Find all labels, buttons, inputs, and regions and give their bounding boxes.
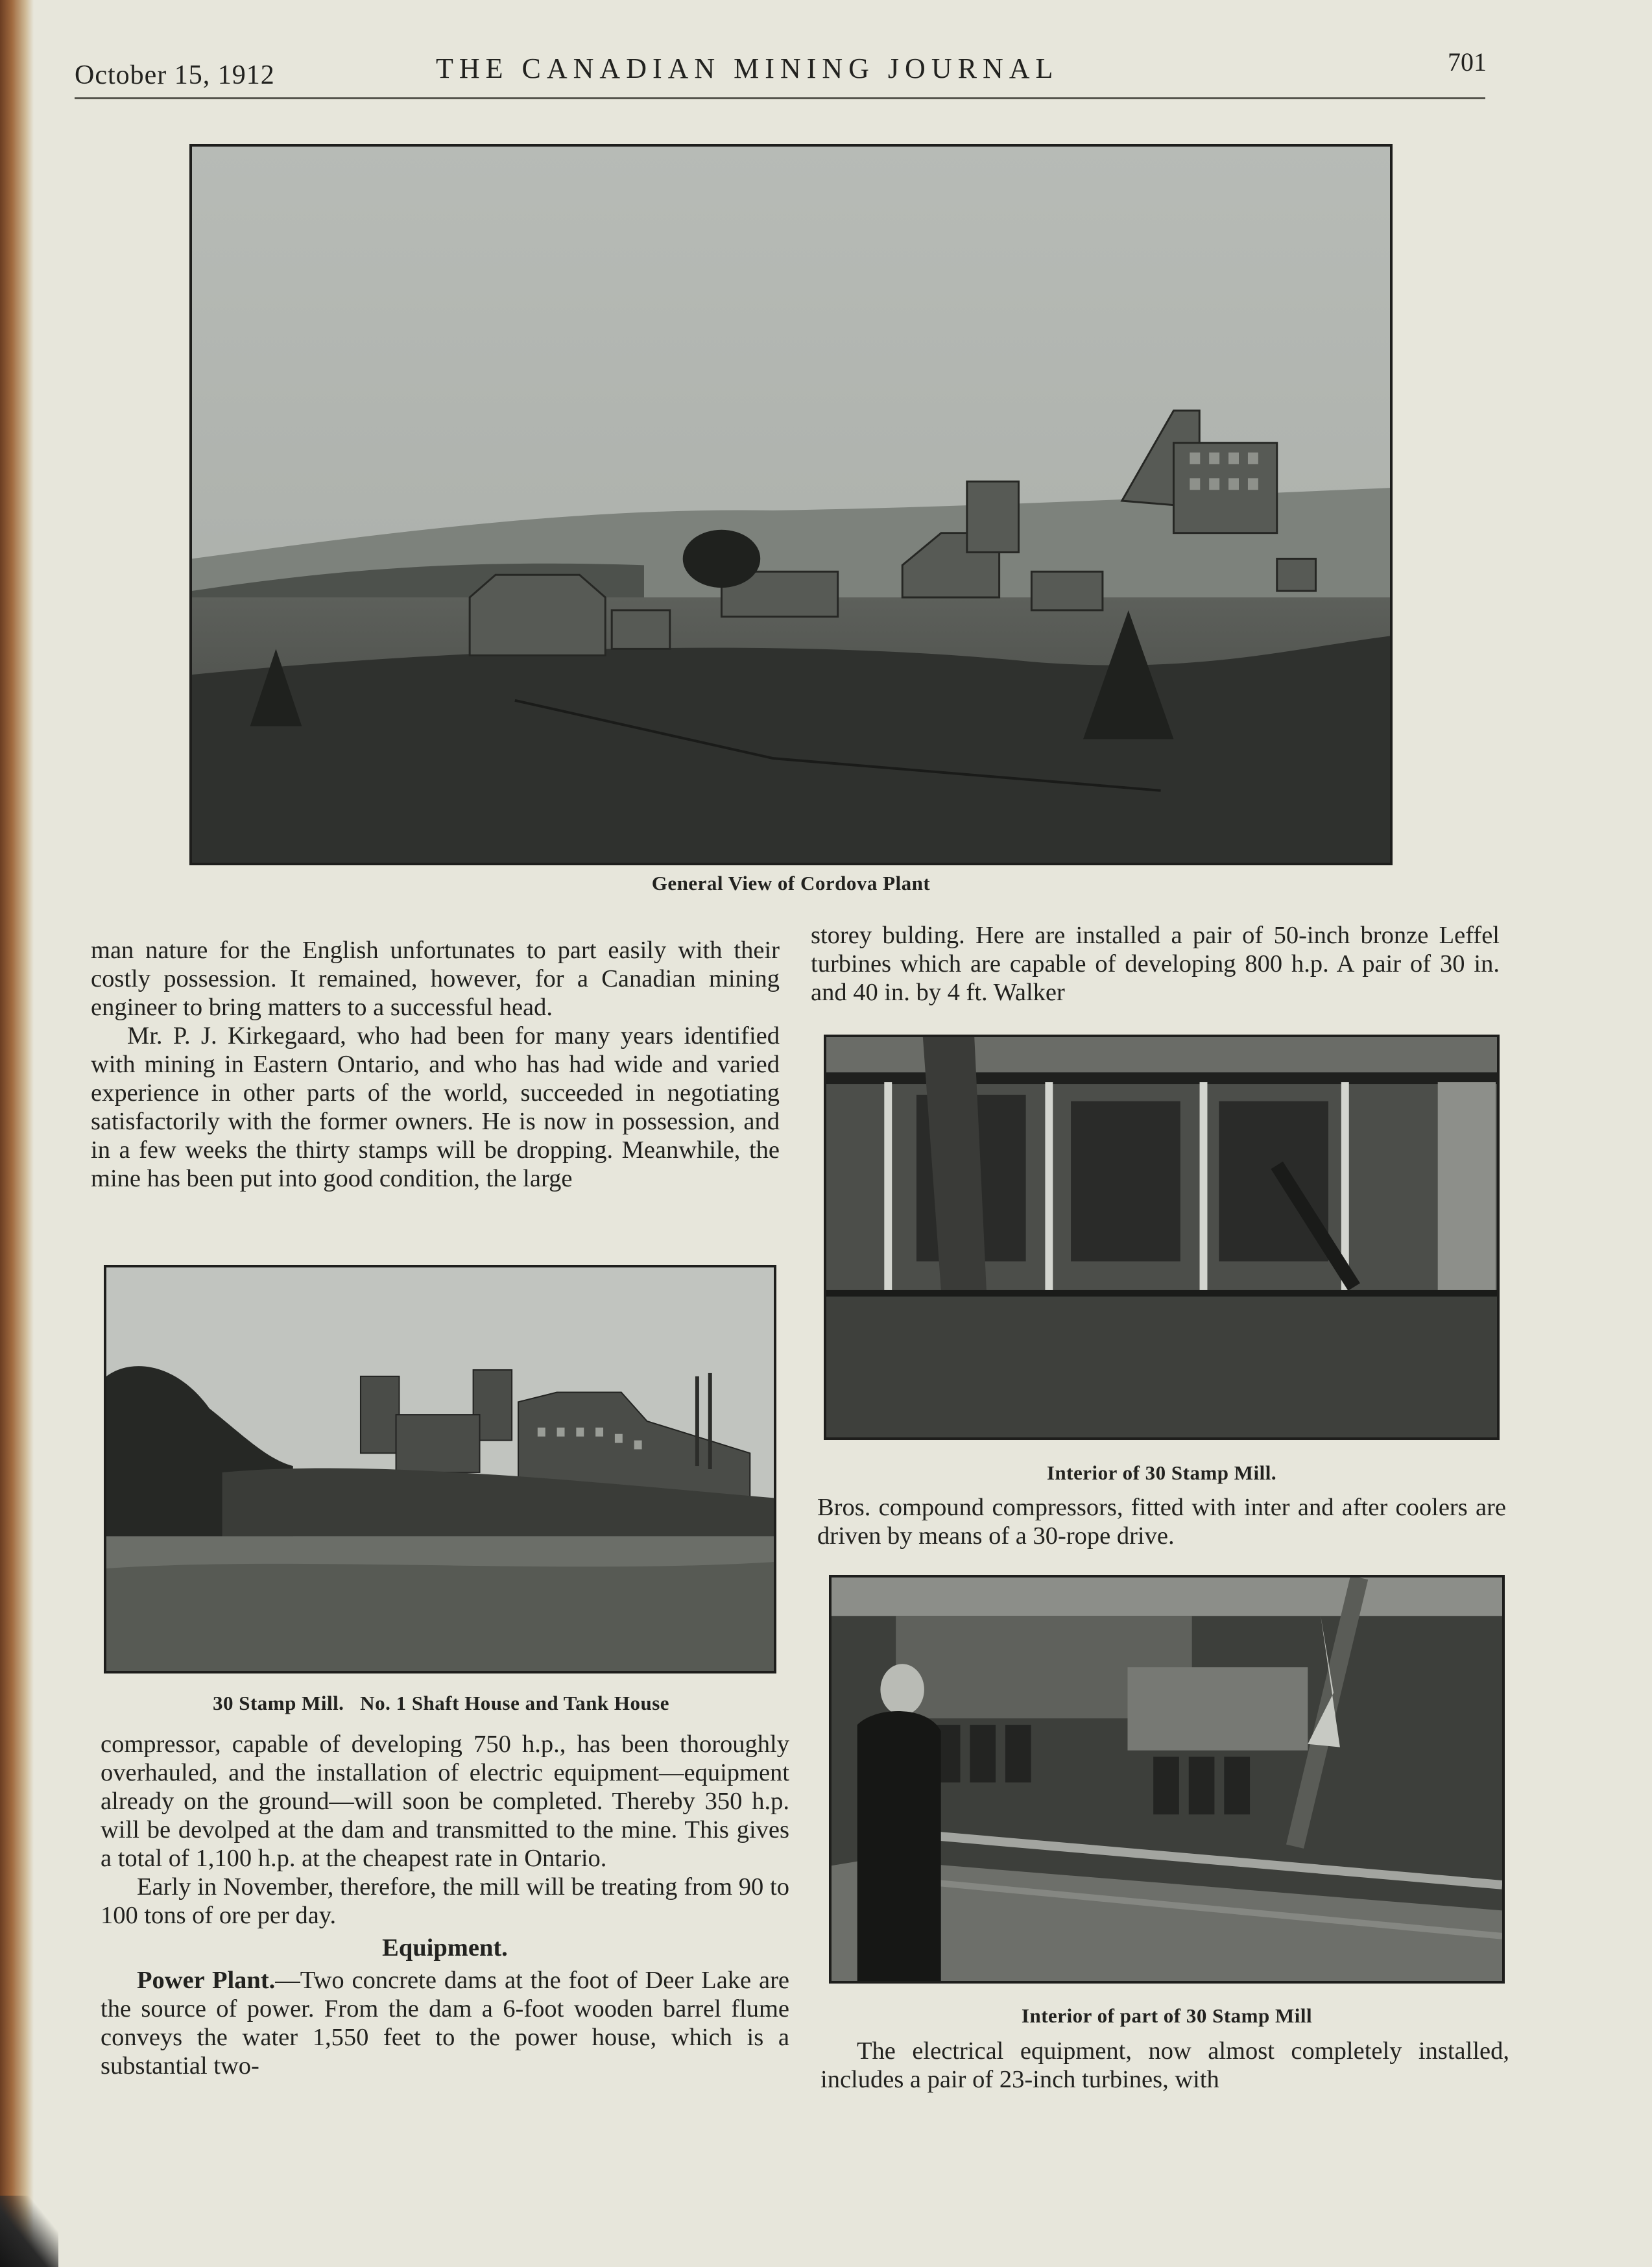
left-column-top-text: [91, 936, 780, 1193]
mill-exterior-illustration: [106, 1267, 774, 1671]
right-column-top-text: [811, 921, 1500, 1007]
right-column-middle-text: [817, 1493, 1506, 1550]
power-plant-label: Power Plant.: [137, 1967, 276, 1994]
section-heading-equipment: Equipment.: [382, 1934, 508, 1961]
page-binding-edge: [0, 0, 34, 2267]
caption-stamp-mill-exterior: 30 Stamp Mill. No. 1 Shaft House and Tank House: [212, 1692, 670, 1714]
header-rule: [75, 97, 1485, 99]
page-corner-shadow: [0, 2196, 58, 2267]
photo-mill-interior: [824, 1035, 1500, 1440]
caption-general-view: General View of Cordova Plant: [651, 872, 931, 894]
journal-title: THE CANADIAN MINING JOURNAL: [436, 53, 1059, 84]
left-column-bottom-text: [101, 1730, 789, 2080]
page-number: 701: [1448, 47, 1487, 77]
paragraph-compressors: Bros. compound compressors, fitted with inter and after coolers are driven by means of a 30-rope drive.: [817, 1494, 1506, 1550]
photo-general-view: [189, 144, 1393, 865]
paragraph-electrical: The electrical equipment, now almost completely installed, includes a pair of 23-inch turbines, with: [820, 2037, 1509, 2093]
paragraph-power-plant: [101, 1966, 789, 2080]
photo-mill-interior-part: [829, 1575, 1505, 1984]
landscape-illustration: [192, 147, 1390, 863]
caption-mill-interior: Interior of 30 Stamp Mill.: [1046, 1461, 1277, 1484]
paragraph-kirkegaard: Mr. P. J. Kirkegaard, who had been for many years identified with mining in Eastern Ontario, and who has had wide and varied experience in other parts of the world, succeeded in negotiating satisfactorily with the former owners. He is now in possession, and in a few weeks the thirty stamps will be dropping. Meanwhile, the mine has been put into good condition, the large: [91, 1022, 780, 1192]
paragraph-intro: man nature for the English unfortunates to part easily with their costly possession. It remained, however, for a Canadian mining engineer to bring matters to a successful head.: [91, 937, 780, 1021]
photo-stamp-mill-exterior: [104, 1265, 776, 1673]
paragraph-turbines: storey bulding. Here are installed a pair of 50-inch bronze Leffel turbines which are capable of developing 800 h.p. A pair of 30 in. and 40 in. by 4 ft. Walker: [811, 922, 1500, 1006]
caption-mill-interior-part: Interior of part of 30 Stamp Mill: [1021, 2004, 1313, 2027]
header-date: October 15, 1912: [75, 60, 275, 90]
power-plant-text: —Two concrete dams at the foot of Deer Lake are the source of power. From the dam a 6-foot wooden barrel flume conveys the water 1,550 feet to the power house, which is a substantial two-: [101, 1967, 790, 2080]
right-column-bottom-text: [820, 2037, 1509, 2094]
paragraph-november: Early in November, therefore, the mill will be treating from 90 to 100 tons of ore per day.: [101, 1873, 789, 1929]
paragraph-compressor: compressor, capable of developing 750 h.p., has been thoroughly overhauled, and the installation of electric equipment—equipment already on the ground—will soon be completed. Thereby 350 h.p. will be devolped at the dam and transmitted to the mine. This gives a total of 1,100 h.p. at the cheapest rate in Ontario.: [101, 1731, 789, 1872]
mill-interior-part-illustration: [832, 1577, 1502, 1981]
mill-interior-illustration: [826, 1037, 1497, 1437]
